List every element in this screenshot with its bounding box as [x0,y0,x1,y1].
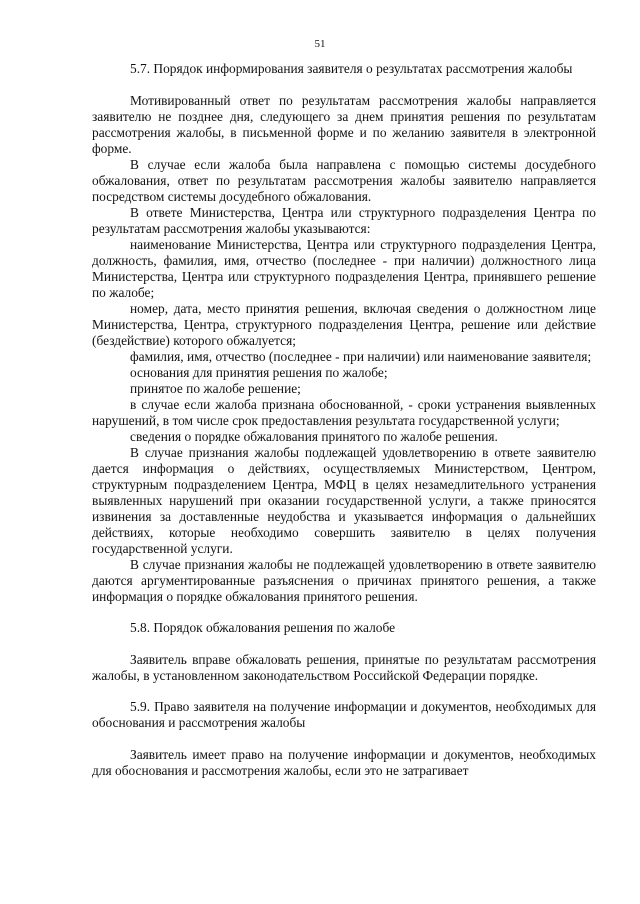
paragraph: Мотивированный ответ по результатам рассмотрения жалобы направляется заявителю не позднее дня, следующего за днем принятия решения по результатам рассмотрения жалобы, в письменной форме и по желанию заявителя в электронной форме. [92,93,596,156]
list-item: сведения о порядке обжалования принятого по жалобе решения. [130,429,498,444]
list-item: номер, дата, место принятия решения, включая сведения о должностном лице Министерства, Центра, структурного подразделения Центра, решение или действие (бездействие) которого обжалуется; [92,301,596,348]
section-heading-5-7: 5.7. Порядок информирования заявителя о результатах рассмотрения жалобы [130,61,573,76]
paragraph: В ответе Министерства, Центра или структурного подразделения Центра по результатам рассмотрения жалобы указываются: [92,205,596,236]
section-heading-5-9: 5.9. Право заявителя на получение информации и документов, необходимых для обоснования и рассмотрения жалобы [92,699,596,730]
section-heading-5-8: 5.8. Порядок обжалования решения по жалобе [130,620,396,635]
paragraph: В случае признания жалобы подлежащей удовлетворению в ответе заявителю дается информация о действиях, осуществляемых Министерством, Центром, структурным подразделением Центра, МФЦ в целях незамедлительного устранения выявленных нарушений при оказании государственной услуги, а также приносятся извинения за доставленные неудобства и указывается информация о дальнейших действиях, которые необходимо совершить заявителю в целях получения государственной услуги. [92,445,596,556]
list-item: наименование Министерства, Центра или структурного подразделения Центра, должность, фамилия, имя, отчество (последнее - при наличии) должностного лица Министерства, Центра или структурного подразделения Центра, принявшего решение по жалобе; [92,237,596,300]
list-item: принятое по жалобе решение; [130,381,301,396]
paragraph: Заявитель имеет право на получение информации и документов, необходимых для обоснования и рассмотрения жалобы, если это не затрагивает [92,747,596,778]
document-body [92,61,596,779]
list-item: фамилия, имя, отчество (последнее - при наличии) или наименование заявителя; [130,349,592,364]
list-item: в случае если жалоба признана обоснованной, - сроки устранения выявленных нарушений, в том числе срок предоставления результата государственной услуги; [92,397,596,428]
page-number: 51 [314,38,326,50]
paragraph: В случае если жалоба была направлена с помощью системы досудебного обжалования, ответ по результатам рассмотрения жалобы заявителю направляется посредством системы досудебного обжалования. [92,157,596,204]
list-item: основания для принятия решения по жалобе; [130,365,388,380]
paragraph: В случае признания жалобы не подлежащей удовлетворению в ответе заявителю даются аргументированные разъяснения о причинах принятого решения, а также информация о порядке обжалования принятого решения. [92,557,596,604]
paragraph: Заявитель вправе обжаловать решения, принятые по результатам рассмотрения жалобы, в установленном законодательством Российской Федерации порядке. [92,652,596,683]
